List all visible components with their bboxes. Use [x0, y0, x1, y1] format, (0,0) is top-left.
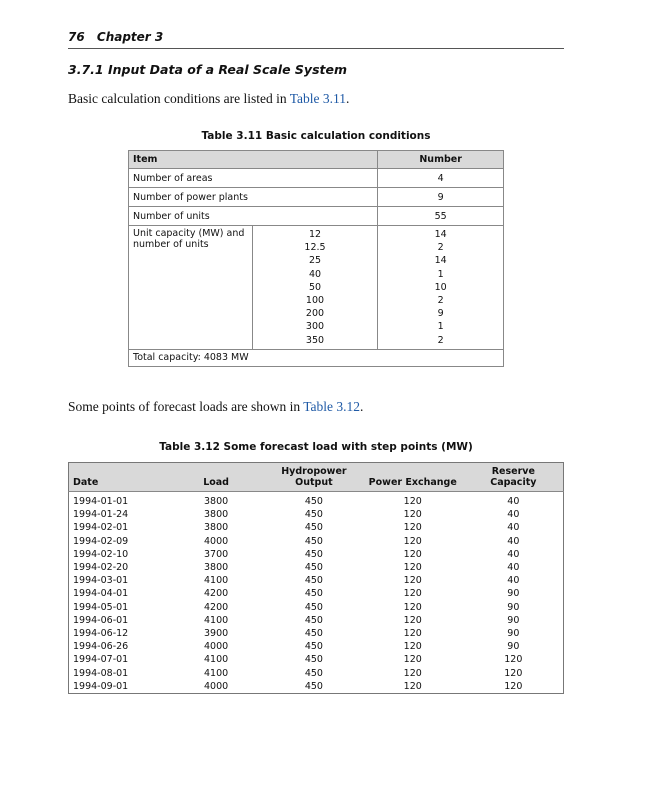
cell-hydropower: 450: [304, 614, 323, 626]
section-title: 3.7.1 Input Data of a Real Scale System: [68, 62, 347, 77]
cell-power-exchange: 120: [403, 575, 422, 587]
cell-load: 4100: [204, 654, 229, 666]
cell-load: 3800: [204, 496, 229, 507]
table-3-11: [128, 150, 504, 367]
capacity-value: 40: [308, 268, 322, 280]
capacity-value: 200: [305, 308, 325, 320]
cell-date: 1994-06-01: [73, 614, 129, 626]
cell-hydropower: 450: [304, 588, 323, 600]
cell-hydropower: 450: [304, 509, 323, 521]
cell-power-exchange: 120: [403, 680, 422, 692]
cell-hydropower: 450: [304, 496, 323, 507]
cell-date: 1994-02-20: [73, 562, 129, 574]
paragraph-1-end: .: [346, 91, 350, 106]
table-3-11-link[interactable]: Table 3.11: [289, 91, 346, 106]
table-row: [69, 548, 564, 561]
total-capacity: Total capacity: 4083 MW: [129, 349, 504, 366]
cell-power-exchange: 120: [403, 496, 422, 507]
row-number: 9: [378, 188, 504, 207]
table-row: [69, 587, 564, 600]
cell-date: 1994-09-01: [73, 680, 129, 692]
cell-hydropower: 450: [304, 601, 323, 613]
table-row: [129, 207, 504, 226]
header-number: Number: [378, 151, 504, 169]
cell-reserve-capacity: 90: [507, 601, 520, 613]
cell-load: 4000: [204, 641, 229, 653]
unit-count: 2: [437, 334, 444, 346]
table-row: [69, 521, 564, 534]
cell-date: 1994-06-26: [73, 641, 129, 653]
cell-power-exchange: 120: [403, 562, 422, 574]
header-hydropower-line1: Hydropower: [281, 466, 347, 477]
cell-reserve-capacity: 90: [507, 588, 520, 600]
cell-power-exchange: 120: [403, 667, 422, 679]
unit-count: 14: [434, 255, 447, 267]
cell-load: 4100: [204, 575, 229, 587]
cell-date: 1994-08-01: [73, 667, 129, 679]
cell-power-exchange: 120: [403, 548, 422, 560]
cell-hydropower: 450: [304, 548, 323, 560]
cell-load: 3700: [204, 548, 229, 560]
row-item: Number of units: [129, 207, 378, 226]
table-3-12-caption: Table 3.12 Some forecast load with step points (MW): [159, 441, 473, 453]
capacity-row: [129, 226, 504, 350]
cell-reserve-capacity: 90: [507, 614, 520, 626]
header-item: Item: [129, 151, 378, 169]
unit-count: 14: [434, 229, 447, 240]
cell-power-exchange: 120: [403, 522, 422, 534]
cell-reserve-capacity: 40: [507, 522, 520, 534]
table-row: [129, 169, 504, 188]
paragraph-2: [68, 399, 363, 415]
cell-power-exchange: 120: [403, 588, 422, 600]
row-number: 4: [378, 169, 504, 188]
cell-reserve-capacity: 40: [507, 535, 520, 547]
cell-date: 1994-06-12: [73, 628, 129, 640]
cell-hydropower: 450: [304, 628, 323, 640]
cell-load: 3800: [204, 509, 229, 521]
cell-hydropower: 450: [304, 641, 323, 653]
cell-date: 1994-02-09: [73, 535, 129, 547]
cell-reserve-capacity: 120: [504, 680, 523, 692]
cell-reserve-capacity: 40: [507, 496, 520, 507]
running-head: [68, 30, 564, 49]
cell-hydropower: 450: [304, 522, 323, 534]
cell-load: 4200: [204, 588, 229, 600]
page-number: 76: [68, 30, 85, 44]
table-row: [69, 574, 564, 587]
cell-reserve-capacity: 120: [504, 667, 523, 679]
cell-date: 1994-01-01: [73, 496, 129, 507]
unit-count: 2: [437, 295, 444, 307]
cell-load: 4100: [204, 667, 229, 679]
unit-count: 9: [437, 308, 444, 320]
cell-load: 4000: [204, 680, 229, 692]
table-row: [69, 680, 564, 694]
table-row: [69, 627, 564, 640]
cell-load: 4000: [204, 535, 229, 547]
table-row: [69, 508, 564, 521]
table-row: [69, 561, 564, 574]
capacity-list: [252, 226, 378, 350]
unit-count: 1: [437, 321, 444, 333]
cell-load: 3800: [204, 562, 229, 574]
cell-reserve-capacity: 90: [507, 628, 520, 640]
cell-power-exchange: 120: [403, 614, 422, 626]
paragraph-2-text: Some points of forecast loads are shown in: [68, 399, 304, 414]
unit-count: 2: [437, 242, 444, 254]
table-3-12: [68, 462, 564, 694]
cell-hydropower: 450: [304, 667, 323, 679]
cell-date: 1994-07-01: [73, 654, 129, 666]
cell-date: 1994-02-10: [73, 548, 129, 560]
row-item: Number of power plants: [129, 188, 378, 207]
cell-load: 3900: [204, 628, 229, 640]
cell-hydropower: 450: [304, 575, 323, 587]
table-row: [69, 653, 564, 666]
table-3-11-caption: Table 3.11 Basic calculation conditions: [201, 130, 431, 142]
paragraph-1: [68, 91, 349, 107]
header-hydropower: [266, 463, 362, 492]
cell-load: 3800: [204, 522, 229, 534]
paragraph-2-end: .: [360, 399, 364, 414]
table-3-12-link[interactable]: Table 3.12: [303, 399, 361, 414]
cell-hydropower: 450: [304, 654, 323, 666]
cell-power-exchange: 120: [403, 509, 422, 521]
capacity-label: Unit capacity (MW) and number of units: [129, 226, 253, 350]
header-load: Load: [166, 463, 266, 492]
unit-count: 10: [434, 281, 447, 293]
capacity-value: 100: [305, 295, 325, 307]
header-power-exchange: Power Exchange: [362, 463, 464, 492]
capacity-value: 25: [308, 255, 322, 267]
unit-count: 1: [437, 268, 444, 280]
cell-power-exchange: 120: [403, 601, 422, 613]
cell-hydropower: 450: [304, 535, 323, 547]
cell-date: 1994-02-01: [73, 522, 129, 534]
table-row: [69, 601, 564, 614]
table-row: [69, 535, 564, 548]
cell-power-exchange: 120: [403, 535, 422, 547]
capacity-value: 350: [305, 334, 325, 346]
table-row: [69, 667, 564, 680]
cell-reserve-capacity: 40: [507, 509, 520, 521]
cell-power-exchange: 120: [403, 654, 422, 666]
row-number: 55: [378, 207, 504, 226]
cell-date: 1994-03-01: [73, 575, 129, 587]
cell-reserve-capacity: 90: [507, 641, 520, 653]
paragraph-1-text: Basic calculation conditions are listed in: [68, 91, 290, 106]
total-row: [129, 349, 504, 366]
cell-date: 1994-01-24: [73, 509, 129, 521]
cell-reserve-capacity: 40: [507, 575, 520, 587]
cell-reserve-capacity: 120: [504, 654, 523, 666]
table-row: [69, 614, 564, 627]
cell-power-exchange: 120: [403, 628, 422, 640]
cell-hydropower: 450: [304, 680, 323, 692]
cell-load: 4200: [204, 601, 229, 613]
header-reserve-capacity: Reserve Capacity: [464, 463, 564, 492]
chapter-label: Chapter 3: [96, 30, 164, 44]
cell-power-exchange: 120: [403, 641, 422, 653]
row-item: Number of areas: [129, 169, 378, 188]
capacity-value: 50: [308, 281, 322, 293]
cell-date: 1994-04-01: [73, 588, 129, 600]
capacity-value: 12.5: [304, 242, 326, 254]
header-hydropower-line2: Output: [295, 477, 333, 488]
table-3-12-body: [69, 492, 564, 694]
table-header-row: [69, 463, 564, 492]
unit-count-list: [378, 226, 504, 350]
header-date: Date: [69, 463, 167, 492]
capacity-value: 300: [305, 321, 325, 333]
cell-load: 4100: [204, 614, 229, 626]
cell-date: 1994-05-01: [73, 601, 129, 613]
table-row: [69, 492, 564, 509]
cell-reserve-capacity: 40: [507, 548, 520, 560]
table-row: [69, 640, 564, 653]
table-row: [129, 188, 504, 207]
cell-hydropower: 450: [304, 562, 323, 574]
cell-reserve-capacity: 40: [507, 562, 520, 574]
capacity-value: 12: [308, 229, 322, 240]
